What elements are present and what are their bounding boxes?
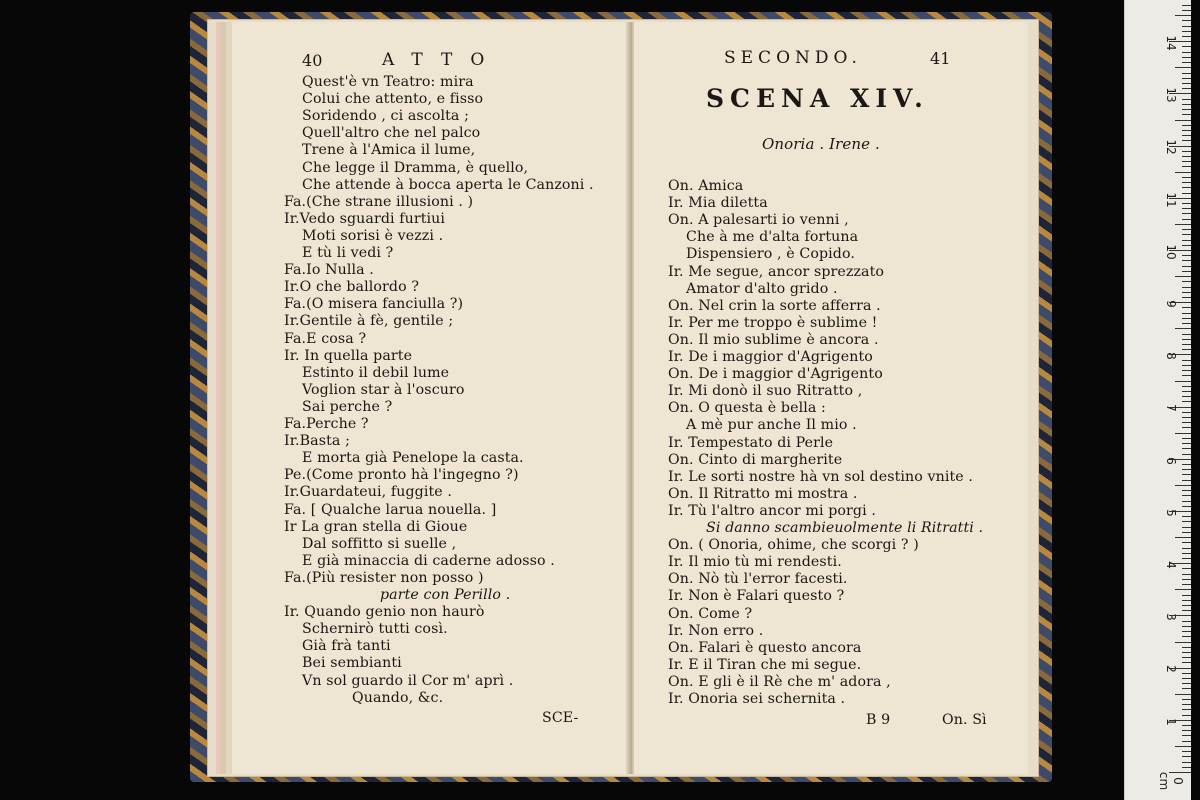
text-line: Fa. [ Qualche larua nouella. ] (284, 501, 497, 518)
ruler-tick (1182, 469, 1191, 470)
ruler-tick (1182, 245, 1191, 246)
text-line: On. Nel crin la sorte afferra . (668, 297, 881, 314)
ruler-tick (1182, 109, 1191, 110)
ruler-tick (1182, 36, 1191, 37)
text-line: On. De i maggior d'Agrigento (668, 366, 883, 383)
text-line: Quando, &c. (352, 689, 444, 706)
ruler-tick (1182, 532, 1191, 533)
text-line: Ir. Quando genio non haurò (284, 604, 485, 621)
ruler-tick (1182, 673, 1191, 674)
ruler-tick (1182, 725, 1191, 726)
text-line: Ir. Il mio tù mi rendesti. (668, 554, 842, 571)
ruler-tick (1182, 568, 1191, 569)
ruler-tick (1182, 99, 1191, 100)
text-line: Ir. De i maggior d'Agrigento (668, 349, 873, 365)
text-line: Che legge il Dramma, è quello, (302, 159, 529, 176)
ruler-number: 1 (1164, 717, 1178, 726)
ruler-tick (1182, 756, 1191, 757)
text-line: Fa.(Più resister non posso ) (284, 569, 484, 586)
page-number: 41 (930, 49, 951, 68)
ruler-number: 14 (1164, 35, 1178, 51)
ruler-tick (1182, 213, 1191, 214)
ruler-tick (1182, 318, 1191, 319)
text-line: Ir. Non erro . (668, 622, 764, 639)
ruler-tick (1182, 57, 1191, 58)
text-line: Dispensiero , è Copido. (686, 246, 855, 263)
ruler-tick (1175, 224, 1191, 225)
ruler-tick (1182, 104, 1191, 105)
ruler-number: 12 (1164, 139, 1178, 156)
ruler-tick (1182, 751, 1191, 752)
text-line: On. Cinto di margherite (668, 451, 843, 468)
ruler-tick (1182, 401, 1191, 402)
ruler-tick (1182, 626, 1191, 627)
ruler-tick (1182, 297, 1191, 298)
ruler-tick (1182, 135, 1191, 136)
ruler-number: 0 cm (1157, 771, 1185, 790)
ruler-tick (1182, 480, 1191, 481)
ruler-tick (1182, 490, 1191, 491)
ruler-tick (1182, 187, 1191, 188)
ruler-tick (1182, 678, 1191, 679)
ruler-tick (1182, 662, 1191, 663)
ruler-tick (1182, 448, 1191, 449)
ruler-tick (1182, 26, 1191, 27)
text-line: Che à me d'alta fortuna (686, 229, 859, 246)
ruler-tick (1182, 78, 1191, 79)
ruler-tick (1182, 208, 1191, 209)
ruler-number: 7 (1164, 404, 1178, 413)
ruler-tick (1182, 292, 1191, 293)
text-line: Quest'è vn Teatro: mira (302, 74, 474, 90)
text-line: On. ( Onoria, ohime, che scorgi ? ) (668, 537, 919, 554)
text-line: On. Il Ritratto mi mostra . (668, 485, 858, 502)
text-line: Già frà tanti (302, 638, 391, 655)
ruler-tick (1182, 516, 1191, 517)
ruler-number: 4 (1164, 561, 1178, 569)
text-line: Amator d'alto grido . (686, 280, 838, 297)
ruler-tick (1182, 313, 1191, 314)
text-line: Colui che attento, e fisso (302, 91, 484, 108)
text-line: Sai perche ? (302, 398, 393, 415)
ruler-tick (1182, 88, 1191, 89)
ruler-tick (1182, 683, 1191, 684)
ruler-tick (1182, 73, 1191, 74)
ruler-tick (1182, 344, 1191, 345)
running-head: SECONDO. (724, 48, 862, 68)
text-line: Che attende à bocca aperta le Canzoni . (302, 176, 594, 193)
ruler-tick (1182, 229, 1191, 230)
ruler-number: 8 (1164, 352, 1178, 360)
ruler-tick (1182, 396, 1191, 397)
signature-mark: B 9 (866, 712, 891, 728)
text-line: Ir. E il Tiran che mi segue. (668, 656, 862, 673)
ruler-tick (1182, 166, 1191, 167)
text-line: Fa.E cosa ? (284, 330, 367, 347)
ruler-tick (1175, 381, 1191, 382)
ruler-tick (1182, 704, 1191, 705)
measuring-ruler (1124, 0, 1191, 800)
text-line: Dal soffitto si suelle , (302, 535, 457, 552)
text-line: Ir.Vedo sguardi furtiui (284, 210, 446, 227)
text-line: Ir.Basta ; (284, 433, 350, 450)
ruler-tick (1182, 182, 1191, 183)
ruler-tick (1182, 391, 1191, 392)
text-line: Ir. Mi donò il suo Ritratto , (668, 383, 863, 400)
ruler-number: 6 (1164, 456, 1178, 465)
ruler-tick (1182, 474, 1191, 475)
ruler-tick (1182, 151, 1191, 152)
text-line: Schernirò tutti così. (302, 621, 448, 638)
ruler-tick (1182, 114, 1191, 115)
text-line: Ir. Per me troppo è sublime ! (668, 314, 878, 331)
ruler-number: 11 (1164, 191, 1178, 208)
text-line: Fa.(Che strane illusioni . ) (284, 193, 474, 210)
ruler-tick (1182, 464, 1191, 465)
ruler-tick (1182, 240, 1191, 241)
ruler-tick (1182, 553, 1191, 554)
text-line: Bei sembianti (302, 655, 402, 672)
ruler-tick (1182, 234, 1191, 235)
ruler-tick (1182, 579, 1191, 580)
ruler-tick (1182, 203, 1191, 204)
page-number: 40 (302, 51, 323, 70)
text-line: On. E gli è il Rè che m' adora , (668, 673, 891, 690)
ruler-tick (1182, 767, 1191, 768)
ruler-tick (1182, 762, 1191, 763)
ruler-tick (1175, 537, 1191, 538)
text-line: Ir. Tempestato di Perle (668, 434, 834, 451)
text-line: E morta già Penelope la casta. (302, 450, 524, 467)
ruler-tick (1182, 360, 1191, 361)
ruler-tick (1182, 501, 1191, 502)
ruler-tick (1182, 255, 1191, 256)
ruler-tick (1175, 589, 1191, 590)
ruler-tick (1182, 715, 1191, 716)
ruler-tick (1182, 584, 1191, 585)
text-line: Quell'altro che nel palco (302, 125, 481, 142)
ruler-tick (1175, 15, 1191, 16)
ruler-tick (1182, 161, 1191, 162)
text-line: E tù li vedi ? (302, 245, 394, 261)
ruler-tick (1182, 647, 1191, 648)
text-line: Ir. Tù l'altro ancor mi porgi . (668, 502, 876, 519)
ruler-tick (1182, 600, 1191, 601)
ruler-tick (1182, 699, 1191, 700)
ruler-tick (1182, 548, 1191, 549)
ruler-number: 3 (1164, 613, 1178, 621)
ruler-tick (1182, 506, 1191, 507)
ruler-number: 9 (1164, 300, 1178, 308)
ruler-tick (1182, 657, 1191, 658)
ruler-tick (1175, 433, 1191, 434)
ruler-tick (1182, 271, 1191, 272)
text-line: On. O questa è bella : (668, 400, 826, 417)
ruler-tick (1182, 741, 1191, 742)
catchword: SCE- (542, 710, 579, 726)
ruler-tick (1182, 636, 1191, 637)
ruler-tick (1182, 542, 1191, 543)
ruler-tick (1182, 193, 1191, 194)
ruler-tick (1182, 735, 1191, 736)
text-line: Ir. Onoria sei schernita . (668, 691, 846, 707)
ruler-tick (1182, 31, 1191, 32)
ruler-tick (1182, 443, 1191, 444)
ruler-tick (1175, 642, 1191, 643)
ruler-tick (1182, 339, 1191, 340)
text-line: E già minaccia di caderne adosso . (302, 552, 555, 569)
ruler-tick (1175, 172, 1191, 173)
ruler-tick (1182, 323, 1191, 324)
ruler-tick (1182, 10, 1191, 11)
ruler-tick (1175, 328, 1191, 329)
text-line: Estinto il debil lume (302, 364, 450, 381)
ruler-tick (1182, 412, 1191, 413)
running-head: ATTO (382, 50, 503, 70)
ruler-tick (1175, 694, 1191, 695)
ruler-tick (1182, 365, 1191, 366)
text-line: On. Il mio sublime è ancora . (668, 331, 879, 348)
ruler-number: 2 (1164, 665, 1178, 674)
text-line: Vn sol guardo il Cor m' aprì . (302, 672, 514, 689)
ruler-tick (1182, 652, 1191, 653)
ruler-tick (1182, 595, 1191, 596)
text-line: Ir La gran stella di Gioue (284, 518, 468, 535)
ruler-tick (1182, 266, 1191, 267)
ruler-tick (1182, 287, 1191, 288)
ruler-tick (1182, 125, 1191, 126)
ruler-tick (1182, 610, 1191, 611)
ruler-tick (1175, 485, 1191, 486)
ruler-tick (1182, 621, 1191, 622)
text-line: On. Amica (668, 178, 744, 194)
ruler-tick (1182, 83, 1191, 84)
ruler-tick (1182, 386, 1191, 387)
text-line: Ir.Guardateui, fuggite . (284, 484, 452, 501)
text-line: Ir. Mia diletta (668, 195, 768, 212)
ruler-tick (1182, 574, 1191, 575)
text-line: On. Come ? (668, 605, 753, 622)
ruler-tick (1175, 120, 1191, 121)
ruler-tick (1182, 140, 1191, 141)
ruler-tick (1182, 527, 1191, 528)
text-line: On. Falari è questo ancora (668, 639, 862, 656)
ruler-tick (1182, 130, 1191, 131)
ruler-tick (1182, 454, 1191, 455)
ruler-tick (1182, 375, 1191, 376)
ruler-tick (1182, 219, 1191, 220)
text-line: On. A palesarti io venni , (668, 212, 849, 229)
text-line: Fa.(O misera fanciulla ?) (284, 296, 464, 313)
ruler-tick (1182, 349, 1191, 350)
ruler-tick (1175, 276, 1191, 277)
text-line: Fa.Perche ? (284, 416, 369, 432)
text-line: Ir. Le sorti nostre hà vn sol destino vnite . (668, 468, 974, 485)
ruler-tick (1182, 422, 1191, 423)
ruler-number: 10 (1164, 244, 1178, 260)
ruler-tick (1182, 20, 1191, 21)
ruler-tick (1182, 558, 1191, 559)
ruler-tick (1182, 495, 1191, 496)
ruler-tick (1182, 177, 1191, 178)
text-line: Moti sorisi è vezzi . (302, 227, 444, 244)
text-line: parte con Perillo . (380, 587, 511, 603)
ruler-tick (1182, 631, 1191, 632)
ruler-tick (1182, 521, 1191, 522)
text-line: Pe.(Come pronto hà l'ingegno ?) (284, 467, 519, 484)
ruler-number: 5 (1164, 508, 1178, 517)
ruler-tick (1182, 417, 1191, 418)
ruler-tick (1182, 427, 1191, 428)
scene-title: SCENA XIV. (706, 84, 929, 113)
text-line: On. Nò tù l'error facesti. (668, 571, 848, 588)
right-page (634, 22, 1028, 774)
ruler-tick (1182, 62, 1191, 63)
ruler-tick (1182, 438, 1191, 439)
ruler-tick (1175, 746, 1191, 747)
text-line: Voglion star à l'oscuro (302, 381, 465, 398)
ruler-tick (1182, 370, 1191, 371)
ruler-tick (1182, 281, 1191, 282)
text-line: Ir.O che ballordo ? (284, 279, 420, 296)
ruler-tick (1182, 688, 1191, 689)
text-line: Ir. Me segue, ancor sprezzato (668, 263, 885, 280)
ruler-tick (1175, 67, 1191, 68)
text-line: Soridendo , ci ascolta ; (302, 108, 469, 125)
text-line: Ir. In quella parte (284, 347, 413, 364)
ruler-tick (1182, 52, 1191, 53)
text-line: Ir. Non è Falari questo ? (668, 588, 845, 605)
left-page (232, 22, 630, 774)
ruler-tick (1182, 5, 1191, 6)
text-line: A mè pur anche Il mio . (686, 417, 857, 434)
ruler-tick (1182, 156, 1191, 157)
ruler-tick (1182, 334, 1191, 335)
text-line: Trene à l'Amica il lume, (302, 142, 476, 159)
text-line: Fa.Io Nulla . (284, 262, 374, 279)
ruler-tick (1182, 709, 1191, 710)
ruler-tick (1182, 260, 1191, 261)
ruler-tick (1182, 730, 1191, 731)
text-line: Si danno scambieuolmente li Ritratti . (706, 520, 984, 536)
ruler-tick (1182, 46, 1191, 47)
ruler-tick (1182, 605, 1191, 606)
catchword: On. Sì (942, 712, 987, 728)
text-line: Ir.Gentile à fè, gentile ; (284, 313, 454, 330)
scene-characters: Onoria . Irene . (762, 135, 880, 153)
ruler-number: 13 (1164, 87, 1178, 103)
ruler-tick (1182, 307, 1191, 308)
